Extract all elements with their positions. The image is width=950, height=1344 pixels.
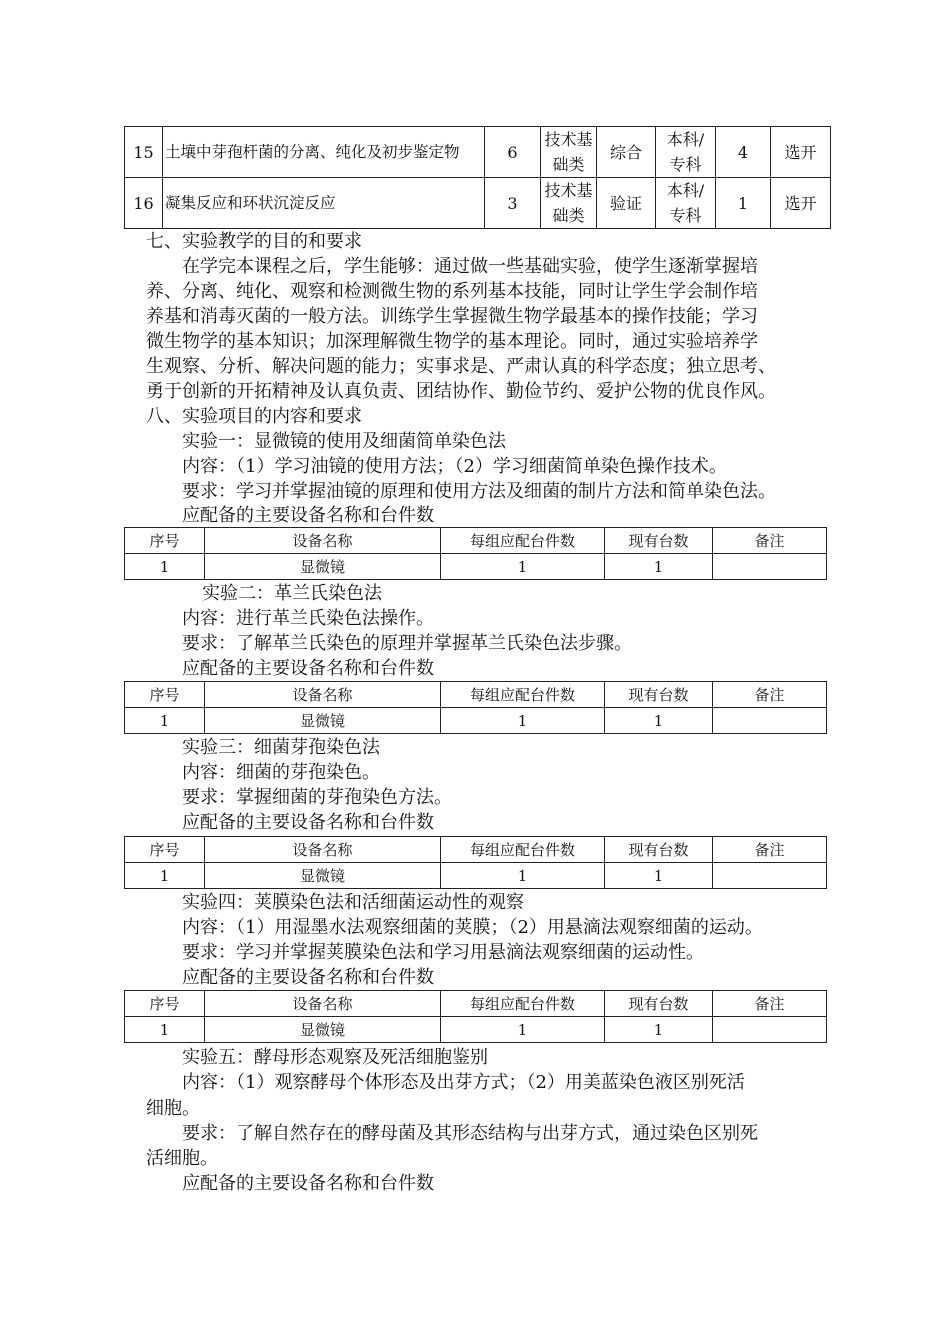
header-equipment-name: 设备名称 [205,991,441,1017]
header-number: 序号 [125,991,205,1017]
header-number: 序号 [125,682,205,708]
equipment-name: 显微镜 [205,554,441,580]
per-group-count: 1 [441,708,605,734]
experiment-type: 验证 [597,178,656,229]
table-row [125,554,827,580]
section-8-heading: 八、实验项目的内容和要求 [146,406,362,427]
per-group-count: 1 [441,863,605,889]
hours: 6 [485,127,541,178]
row-number: 1 [125,863,205,889]
row-number: 16 [125,178,163,229]
experiment-3-requirement: 要求：掌握细菌的芽孢染色方法。 [182,787,452,808]
table-header-row [125,682,827,708]
experiment-5-equipment-caption: 应配备的主要设备名称和台件数 [182,1173,434,1194]
header-note: 备注 [713,991,827,1017]
equipment-name: 显微镜 [205,863,441,889]
note [713,1017,827,1043]
experiment-4-content: 内容：（1）用湿墨水法观察细菌的荚膜；（2）用悬滴法观察细菌的运动。 [182,917,763,938]
section-7-paragraph-line: 微生物学的基本知识；加深理解微生物学的基本理论。同时，通过实验培养学 [146,331,758,352]
row-number: 15 [125,127,163,178]
existing-count: 1 [605,554,713,580]
group-count: 4 [716,127,771,178]
status: 选开 [771,127,831,178]
header-note: 备注 [713,682,827,708]
level: 本科/ 专科 [656,127,716,178]
experiment-4-title: 实验四：荚膜染色法和活细菌运动性的观察 [182,892,524,913]
equipment-name: 显微镜 [205,708,441,734]
status: 选开 [771,178,831,229]
table-header-row [125,991,827,1017]
header-existing: 现有台数 [605,837,713,863]
note [713,708,827,734]
header-per-group: 每组应配台件数 [441,528,605,554]
experiment-5-requirement-continued: 活细胞。 [146,1148,218,1169]
experiment-1-equipment-table [124,527,827,580]
experiment-4-equipment-table [124,990,827,1043]
header-existing: 现有台数 [605,682,713,708]
equipment-name: 显微镜 [205,1017,441,1043]
experiment-3-content: 内容：细菌的芽孢染色。 [182,762,380,783]
header-per-group: 每组应配台件数 [441,991,605,1017]
category: 技术基 础类 [541,127,597,178]
header-per-group: 每组应配台件数 [441,837,605,863]
table-row [125,863,827,889]
experiment-2-title: 实验二：革兰氏染色法 [202,583,382,604]
experiment-list-table [124,126,831,229]
section-7-paragraph-line: 勇于创新的开拓精神及认真负责、团结协作、勤俭节约、爱护公物的优良作风。 [146,381,776,402]
section-7-paragraph-line: 在学完本课程之后，学生能够：通过做一些基础实验，使学生逐渐掌握培 [182,256,758,277]
table-row [125,178,831,229]
per-group-count: 1 [441,554,605,580]
header-note: 备注 [713,837,827,863]
existing-count: 1 [605,1017,713,1043]
experiment-4-requirement: 要求：学习并掌握荚膜染色法和学习用悬滴法观察细菌的运动性。 [182,942,704,963]
experiment-type: 综合 [597,127,656,178]
existing-count: 1 [605,863,713,889]
header-number: 序号 [125,528,205,554]
table-header-row [125,528,827,554]
category: 技术基 础类 [541,178,597,229]
experiment-5-content: 内容：（1）观察酵母个体形态及出芽方式；（2）用美蓝染色液区别死活 [182,1072,745,1093]
group-count: 1 [716,178,771,229]
table-header-row [125,837,827,863]
header-existing: 现有台数 [605,991,713,1017]
section-7-paragraph-line: 生观察、分析、解决问题的能力；实事求是、严肃认真的科学态度；独立思考、 [146,356,776,377]
experiment-2-content: 内容：进行革兰氏染色法操作。 [182,608,434,629]
header-equipment-name: 设备名称 [205,682,441,708]
existing-count: 1 [605,708,713,734]
level: 本科/ 专科 [656,178,716,229]
experiment-2-equipment-table [124,681,827,734]
row-number: 1 [125,554,205,580]
header-existing: 现有台数 [605,528,713,554]
per-group-count: 1 [441,1017,605,1043]
header-note: 备注 [713,528,827,554]
table-row [125,1017,827,1043]
section-7-paragraph-line: 养基和消毒灭菌的一般方法。训练学生掌握微生物学最基本的操作技能；学习 [146,306,758,327]
experiment-1-title: 实验一：显微镜的使用及细菌简单染色法 [182,431,506,452]
experiment-1-equipment-caption: 应配备的主要设备名称和台件数 [182,505,434,526]
header-per-group: 每组应配台件数 [441,682,605,708]
experiment-1-requirement: 要求：学习并掌握油镜的原理和使用方法及细菌的制片方法和简单染色法。 [182,481,776,502]
experiment-name: 凝集反应和环状沉淀反应 [163,178,485,229]
experiment-2-equipment-caption: 应配备的主要设备名称和台件数 [182,658,434,679]
header-number: 序号 [125,837,205,863]
experiment-3-equipment-caption: 应配备的主要设备名称和台件数 [182,812,434,833]
experiment-4-equipment-caption: 应配备的主要设备名称和台件数 [182,967,434,988]
experiment-5-content-continued: 细胞。 [146,1098,200,1119]
header-equipment-name: 设备名称 [205,837,441,863]
row-number: 1 [125,1017,205,1043]
experiment-5-title: 实验五：酵母形态观察及死活细胞鉴别 [182,1047,488,1068]
experiment-5-requirement: 要求：了解自然存在的酵母菌及其形态结构与出芽方式，通过染色区别死 [182,1123,758,1144]
hours: 3 [485,178,541,229]
experiment-3-equipment-table [124,836,827,889]
header-equipment-name: 设备名称 [205,528,441,554]
experiment-name: 土壤中芽孢杆菌的分离、纯化及初步鉴定物 [163,127,485,178]
section-7-heading: 七、实验教学的目的和要求 [146,231,362,252]
experiment-3-title: 实验三：细菌芽孢染色法 [182,737,380,758]
section-7-paragraph-line: 养、分离、纯化、观察和检测微生物的系列基本技能，同时让学生学会制作培 [146,281,758,302]
note [713,554,827,580]
experiment-1-content: 内容：（1）学习油镜的使用方法；（2）学习细菌简单染色操作技术。 [182,456,727,477]
note [713,863,827,889]
table-row [125,127,831,178]
row-number: 1 [125,708,205,734]
table-row [125,708,827,734]
experiment-2-requirement: 要求：了解革兰氏染色的原理并掌握革兰氏染色法步骤。 [182,633,632,654]
